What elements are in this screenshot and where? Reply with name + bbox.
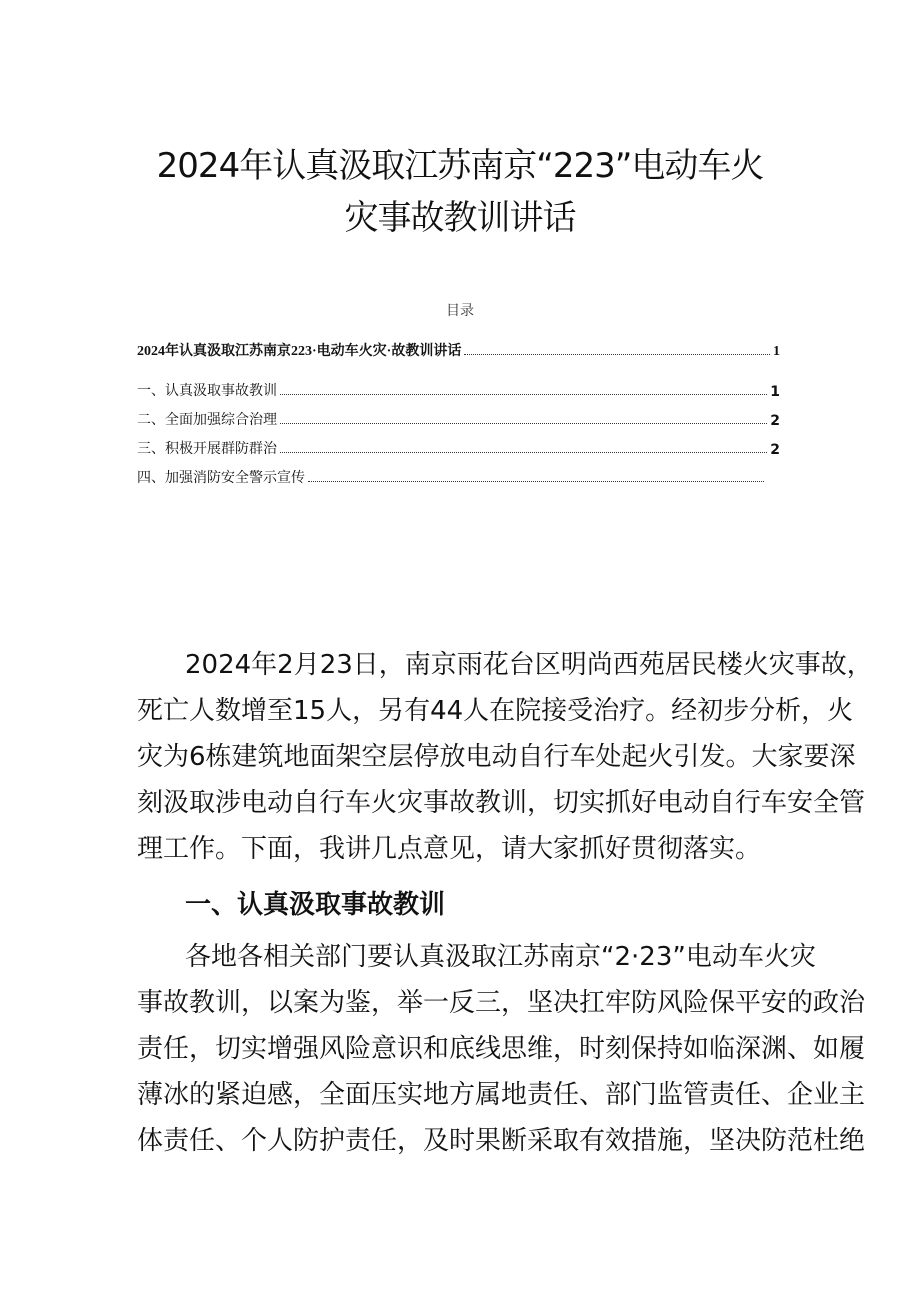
toc-entry-label: 四、加强消防安全警示宣传 <box>137 470 305 486</box>
toc-leader-dots <box>280 452 767 453</box>
toc-entry-label: 三、积极开展群防群治 <box>137 441 277 457</box>
body-text-line: 灾为6栋建筑地面架空层停放电动自行车处起火引发。大家要深 <box>137 742 856 772</box>
toc-entry[interactable] <box>137 409 780 429</box>
body-text-line: 责任，切实增强风险意识和底线思维，时刻保持如临深渊、如履 <box>137 1034 866 1064</box>
toc-leader-dots <box>308 481 764 482</box>
toc-leader-dots <box>280 394 767 395</box>
toc-entry-label: 二、全面加强综合治理 <box>137 412 277 428</box>
toc-entry-page: 1 <box>770 384 780 400</box>
toc-entry[interactable] <box>137 467 767 487</box>
body-text-line: 各地各相关部门要认真汲取江苏南京“2·23”电动车火灾 <box>185 942 816 972</box>
toc-leader-dots <box>464 354 770 355</box>
toc-entry-page: 2 <box>770 413 780 429</box>
section-heading: 一、认真汲取事故教训 <box>185 890 446 920</box>
body-text-line: 事故教训，以案为鉴，举一反三，坚决扛牢防风险保平安的政治 <box>137 988 866 1018</box>
body-text-line: 死亡人数增至15人，另有44人在院接受治疗。经初步分析，火 <box>137 696 854 726</box>
body-text-line: 刻汲取涉电动自行车火灾事故教训，切实抓好电动自行车安全管 <box>137 788 866 818</box>
toc-entry-label: 一、认真汲取事故教训 <box>137 383 277 399</box>
toc-entry[interactable] <box>137 438 780 458</box>
body-text-line: 薄冰的紧迫感，全面压实地方属地责任、部门监管责任、企业主 <box>137 1080 866 1110</box>
toc-heading: 目录 <box>446 303 474 319</box>
body-text-line: 2024年2月23日，南京雨花台区明尚西苑居民楼火灾事故， <box>185 650 873 680</box>
body-text-line: 理工作。下面，我讲几点意见，请大家抓好贯彻落实。 <box>137 834 762 864</box>
toc-entry-page: 1 <box>773 344 780 359</box>
toc-entry[interactable] <box>137 340 780 360</box>
document-title-line-1: 2024年认真汲取江苏南京“223”电动车火 <box>156 146 764 186</box>
toc-entry[interactable] <box>137 380 780 400</box>
body-text-line: 体责任、个人防护责任，及时果断采取有效措施，坚决防范杜绝 <box>137 1126 866 1156</box>
toc-leader-dots <box>280 423 767 424</box>
toc-entry-page: 2 <box>770 442 780 458</box>
document-title-line-2: 灾事故教训讲话 <box>344 198 576 238</box>
toc-entry-label: 2024年认真汲取江苏南京223·电动车火灾·故教训讲话 <box>137 344 462 359</box>
